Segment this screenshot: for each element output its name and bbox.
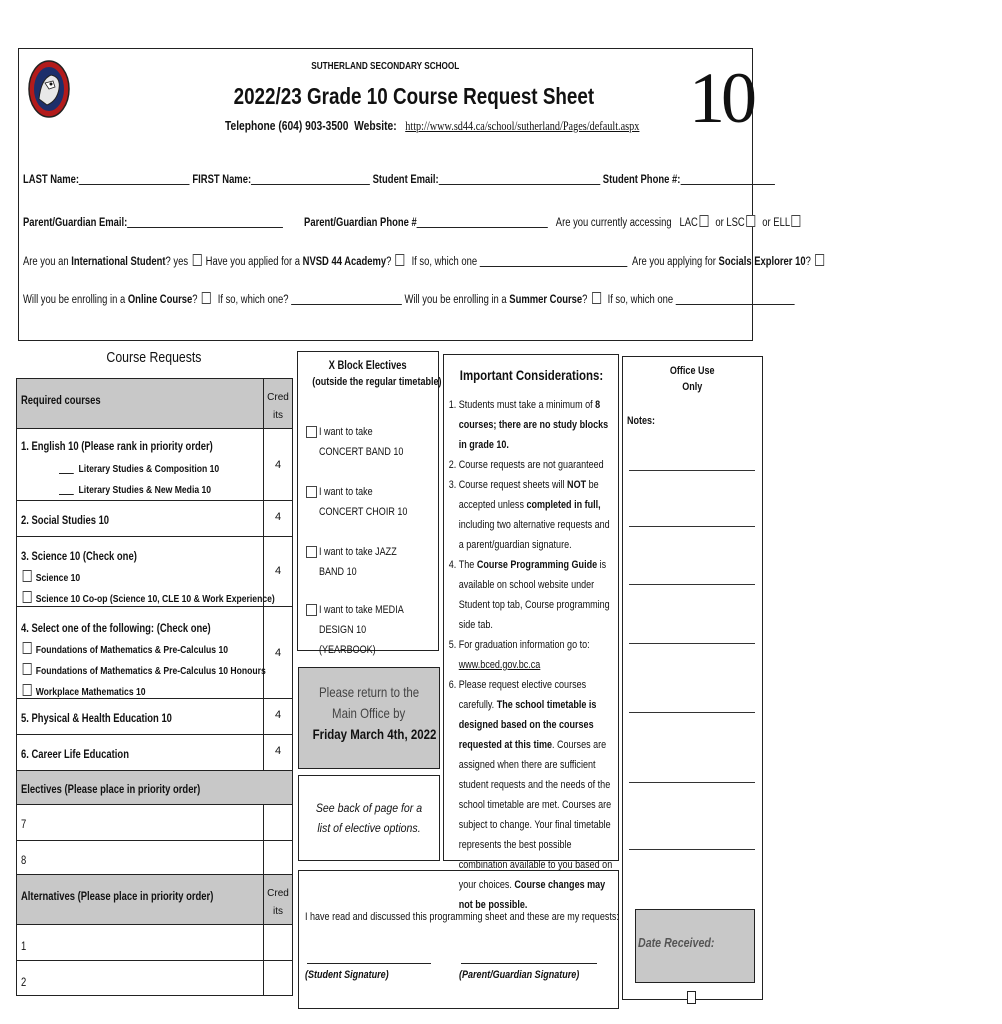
student-signature-line[interactable] [307,963,431,964]
intl-student-checkbox[interactable] [192,254,201,266]
alternative-1-credits[interactable] [264,925,292,961]
notes-line[interactable] [629,643,755,644]
course-requests-table [16,378,293,996]
signature-section [298,870,619,1009]
summer-post: ? [582,294,588,306]
bced-link[interactable]: www.bced.gov.bc.ca [458,659,541,671]
page-marker-icon [687,991,696,1004]
lsc-checkbox[interactable] [746,215,755,227]
academy-bold: NVSD 44 Academy [302,256,387,268]
date-received-box[interactable] [635,909,755,983]
math-option-1: Foundations of Mathematics & Pre-Calculus 10 [35,644,229,656]
online-which-field[interactable] [291,293,402,305]
alternative-1-field[interactable]: 1 [21,941,27,953]
parent-email-field[interactable] [127,216,283,228]
alternative-2-field[interactable]: 2 [21,977,27,989]
office-use-title: Office Use [670,365,715,377]
math-credits: 4 [274,647,282,659]
return-line-2: Main Office by [332,705,406,721]
student-email-label: Student Email: [372,174,439,186]
parent-signature-label: (Parent/Guardian Signature) [459,969,580,981]
elective-8-credits[interactable] [264,841,292,875]
science-title: 3. Science 10 (Check one) [21,551,137,563]
student-signature-label: (Student Signature) [305,969,389,981]
credits-header: Credits [267,392,289,421]
academy-which-label: If so, which one [411,256,478,268]
consideration-item: 5. For graduation information go to: www.bced.gov.bc.ca [459,635,615,675]
academy-pre: Have you applied for a [205,256,301,268]
telephone: Telephone (604) 903-3500 [225,119,349,133]
office-use-panel [622,356,763,1000]
science-credits: 4 [274,565,282,577]
online-bold: Online Course [127,294,193,306]
jazz-band-checkbox[interactable] [306,546,317,558]
grade-number: 10 [689,58,753,138]
math-workplace-checkbox[interactable] [23,684,32,696]
intl-pre: Are you an [23,256,69,268]
notes-line[interactable] [629,584,755,585]
parent-signature-line[interactable] [461,963,597,964]
summer-bold: Summer Course [509,294,583,306]
date-received-label: Date Received: [638,935,715,950]
science-coop-checkbox[interactable] [23,591,32,603]
concert-band-checkbox[interactable] [306,426,317,438]
socials-explorer-checkbox[interactable] [815,254,824,266]
socials-bold: Socials Explorer 10 [718,256,806,268]
science-option-2: Science 10 Co-op (Science 10, CLE 10 & Work Experience) [35,593,275,605]
course-requests-title: Course Requests [105,349,202,366]
see-back-text: See back of page for a list of elective options. [315,801,423,835]
office-use-title-2: Only [682,381,703,393]
cle-title: 6. Career Life Education [21,749,129,761]
math-option-2: Foundations of Mathematics & Pre-Calculus 10 Honours [35,665,266,677]
english-rank-1[interactable] [59,462,74,474]
important-considerations-panel [443,354,619,911]
notes-line[interactable] [629,470,755,471]
see-back-note [298,775,440,861]
alternative-2-credits[interactable] [264,961,292,996]
concert-band-label: I want to take CONCERT BAND 10 [319,426,404,458]
math-option-3: Workplace Mathematics 10 [35,686,146,698]
parent-email-label: Parent/Guardian Email: [23,217,128,229]
media-design-label: I want to take MEDIA DESIGN 10 (YEARBOOK) [319,604,404,656]
socials-post: ? [805,256,811,268]
online-which-label: If so, which one? [217,294,289,306]
english-rank-2[interactable] [59,483,74,495]
english-option-2: Literary Studies & New Media 10 [78,484,212,496]
website-label: Website: [354,119,397,133]
x-block-title: X Block Electives [328,360,408,372]
cle-credits: 4 [274,745,282,757]
notes-line[interactable] [629,782,755,783]
socials-pre: Are you applying for [632,256,716,268]
ell-label: or ELL [762,217,791,229]
academy-checkbox[interactable] [396,254,405,266]
first-name-field[interactable] [251,173,370,185]
x-block-subtitle: (outside the regular timetable) [312,376,442,388]
return-date: Friday March 4th, 2022 [312,726,437,742]
intl-post: ? yes [165,256,189,268]
lac-checkbox[interactable] [699,215,708,227]
lac-label: LAC [679,217,698,229]
return-deadline-box [298,667,440,769]
elective-7-credits[interactable] [264,805,292,841]
student-info-section [18,48,811,341]
english-option-1: Literary Studies & Composition 10 [78,463,220,475]
intl-bold: International Student [71,256,166,268]
math-title: 4. Select one of the following: (Check one) [21,623,211,635]
jazz-band-label: I want to take JAZZ BAND 10 [319,546,397,578]
elective-7-field[interactable]: 7 [21,819,27,831]
notes-line[interactable] [629,526,755,527]
consideration-item: 1. Students must take a minimum of 8 courses; there are no study blocks in grade 10. [459,395,615,455]
notes-line[interactable] [629,712,755,713]
concert-choir-label: I want to take CONCERT CHOIR 10 [319,486,408,518]
online-course-checkbox[interactable] [202,292,211,304]
student-phone-label: Student Phone #: [602,174,681,186]
consideration-item: 6. Please request elective courses carefully. The school timetable is designed based on the courses requested at this time. Courses are assigned when there are sufficient student requests and the needs of the school timetable are met. Courses are subject to change. Your final timetable represents the best possible combination available to you based on your choices. Course changes may not be possible. [459,675,615,915]
concert-choir-checkbox[interactable] [306,486,317,498]
parent-phone-field[interactable] [417,216,548,228]
website-link[interactable]: http://www.sd44.ca/school/sutherland/Pages/default.aspx [405,119,640,133]
science-option-1: Science 10 [35,572,81,584]
phe-title: 5. Physical & Health Education 10 [21,713,172,725]
alternatives-header: Alternatives (Please place in priority order) [21,891,214,903]
notes-line[interactable] [629,849,755,850]
first-name-label: FIRST Name: [192,174,252,186]
x-block-electives-panel [297,351,442,656]
student-email-field[interactable] [439,173,601,185]
considerations-title: Important Considerations: [459,367,604,383]
academy-post: ? [386,256,392,268]
accessing-question: Are you currently accessing [555,217,672,229]
signature-statement: I have read and discussed this programming sheet and these are my requests: [305,911,619,923]
phe-credits: 4 [274,709,282,721]
summer-pre: Will you be enrolling in a [404,294,507,306]
media-design-checkbox[interactable] [306,604,317,616]
return-line-1: Please return to the [318,684,420,700]
required-courses-header: Required courses [21,395,101,407]
last-name-field[interactable] [79,173,190,185]
academy-which-field[interactable] [480,255,628,267]
online-pre: Will you be enrolling in a [23,294,126,306]
alt-credits-header: Credits [267,888,289,917]
online-post: ? [192,294,198,306]
summer-which-field[interactable] [676,293,795,305]
parent-phone-label: Parent/Guardian Phone # [304,217,417,229]
lsc-label: or LSC [715,217,745,229]
notes-label: Notes: [627,415,656,427]
consideration-item: 2. Course requests are not guaranteed [459,455,615,475]
consideration-item: 4. The Course Programming Guide is available on school website under Student top tab, Course programming side tab. [459,555,615,635]
social-studies-title: 2. Social Studies 10 [21,515,110,527]
summer-which-label: If so, which one [607,294,674,306]
ell-checkbox[interactable] [792,215,801,227]
elective-8-field[interactable]: 8 [21,855,27,867]
school-name: SUTHERLAND SECONDARY SCHOOL [311,61,460,72]
english-credits: 4 [274,459,282,471]
math-foundations-checkbox[interactable] [23,642,32,654]
page-title: 2022/23 Grade 10 Course Request Sheet [233,83,595,109]
math-honours-checkbox[interactable] [23,663,32,675]
electives-header: Electives (Please place in priority order) [21,784,201,796]
summer-course-checkbox[interactable] [592,292,601,304]
english-title: 1. English 10 (Please rank in priority order) [21,441,213,453]
considerations-list [444,395,615,915]
last-name-label: LAST Name: [23,174,80,186]
social-studies-credits: 4 [274,511,282,523]
consideration-item: 3. Course request sheets will NOT be accepted unless completed in full, including two alternative requests and a parent/guardian signature. [459,475,615,555]
student-phone-field[interactable] [680,173,774,185]
science-10-checkbox[interactable] [23,570,32,582]
